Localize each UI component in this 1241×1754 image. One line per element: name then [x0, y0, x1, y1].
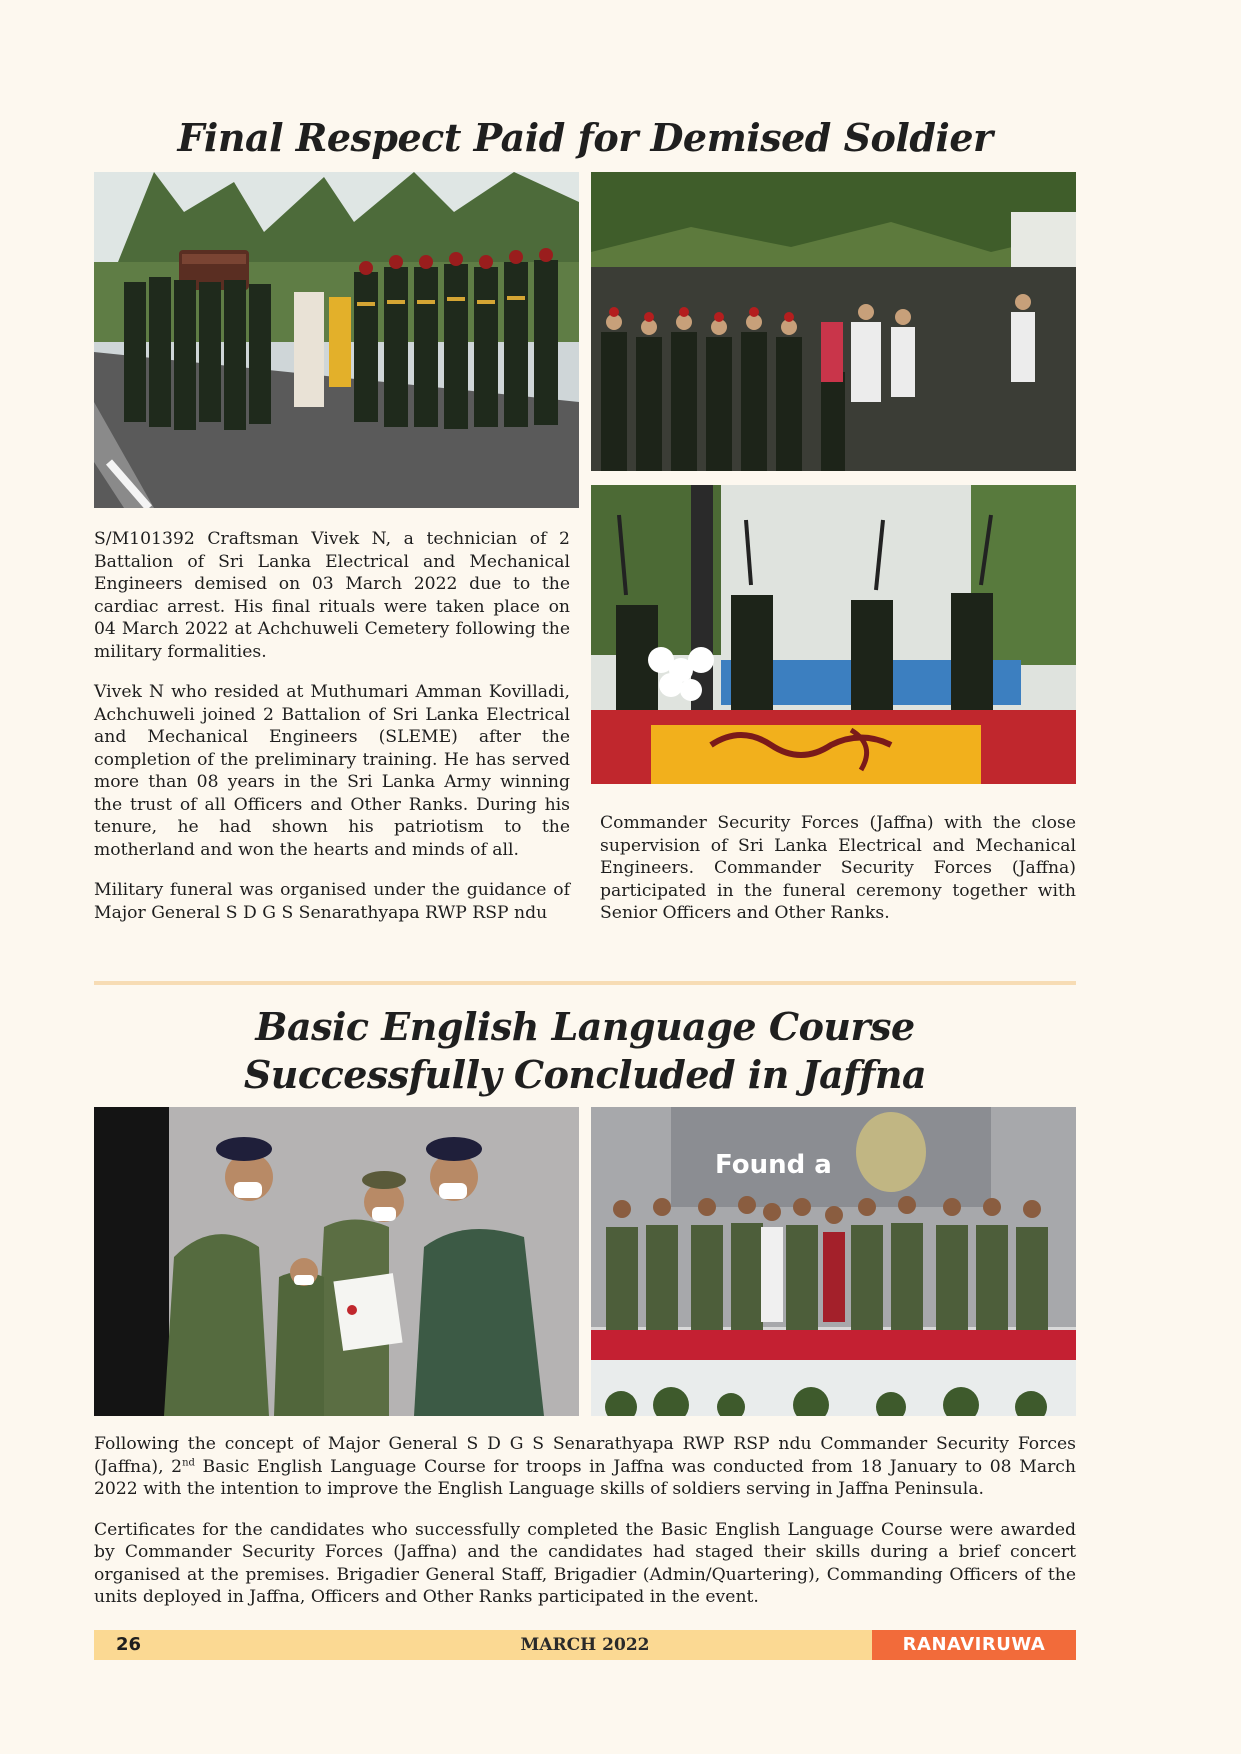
- page-number: 26: [116, 1634, 142, 1655]
- article1-column-left: [94, 528, 570, 942]
- funeral-procession-photo: [94, 172, 579, 508]
- article1-paragraph: Vivek N who resided at Muthumari Amman Kovilladi, Achchuweli joined 2 Battalion of Sri Lanka Electrical and Mechanical Engineers (SLEME) after the completion of the preliminary training. He has served more than 08 years in the Sri Lanka Army winning the trust of all Officers and Other Ranks. During his tenure, he had shown his patriotism to the motherland and won the hearts and minds of all.: [94, 682, 570, 860]
- article1-paragraph: Commander Security Forces (Jaffna) with the close supervision of Sri Lanka Electrical and Mechanical Engineers. Commander Security Forces (Jaffna) participated in the funeral ceremony together with Senior Officers and Other Ranks.: [600, 813, 1076, 923]
- article2-title: [94, 1003, 1076, 1099]
- magazine-name: RANAVIRUWA: [872, 1630, 1076, 1660]
- article1-title: Final Respect Paid for Demised Soldier: [177, 115, 993, 160]
- funeral-crowd-photo: [591, 172, 1076, 471]
- certificate-presentation-photo: [94, 1107, 579, 1416]
- article1-column-right: [600, 812, 1076, 943]
- article2-title-line1: Basic English Language Course: [255, 1004, 915, 1049]
- gun-salute-photo: [591, 485, 1076, 784]
- issue-date: MARCH 2022: [520, 1635, 650, 1655]
- page-footer: [94, 1630, 1076, 1660]
- article1-paragraph: S/M101392 Craftsman Vivek N, a technician of 2 Battalion of Sri Lanka Electrical and Mechanical Engineers demised on 03 March 2022 due to the cardiac arrest. His final rituals were taken place on 04 March 2022 at Achchuweli Cemetery following the military formalities.: [94, 529, 570, 662]
- section-divider: [94, 981, 1076, 985]
- article2-title-line2: Successfully Concluded in Jaffna: [243, 1052, 927, 1097]
- article2-paragraph: Following the concept of Major General S D G S Senarathyapa RWP RSP ndu Commander Security Forces (Jaffna), 2nd Basic English Language Course for troops in Jaffna was conducted from 18 January to 08 March 2022 with the intention to improve the English Language skills of soldiers serving in Jaffna Peninsula.: [94, 1434, 1076, 1499]
- article1-paragraph: Military funeral was organised under the guidance of Major General S D G S Senarathyapa RWP RSP ndu: [94, 880, 570, 923]
- screen-text: Found a: [715, 1150, 832, 1180]
- concert-stage-photo: [591, 1107, 1076, 1416]
- article2-body: [94, 1433, 1076, 1627]
- article2-paragraph: Certificates for the candidates who successfully completed the Basic English Language Course were awarded by Commander Security Forces (Jaffna) and the candidates had staged their skills during a brief concert organised at the premises. Brigadier General Staff, Brigadier (Admin/Quartering), Commanding Officers of the units deployed in Jaffna, Officers and Other Ranks participated in the event.: [94, 1519, 1076, 1607]
